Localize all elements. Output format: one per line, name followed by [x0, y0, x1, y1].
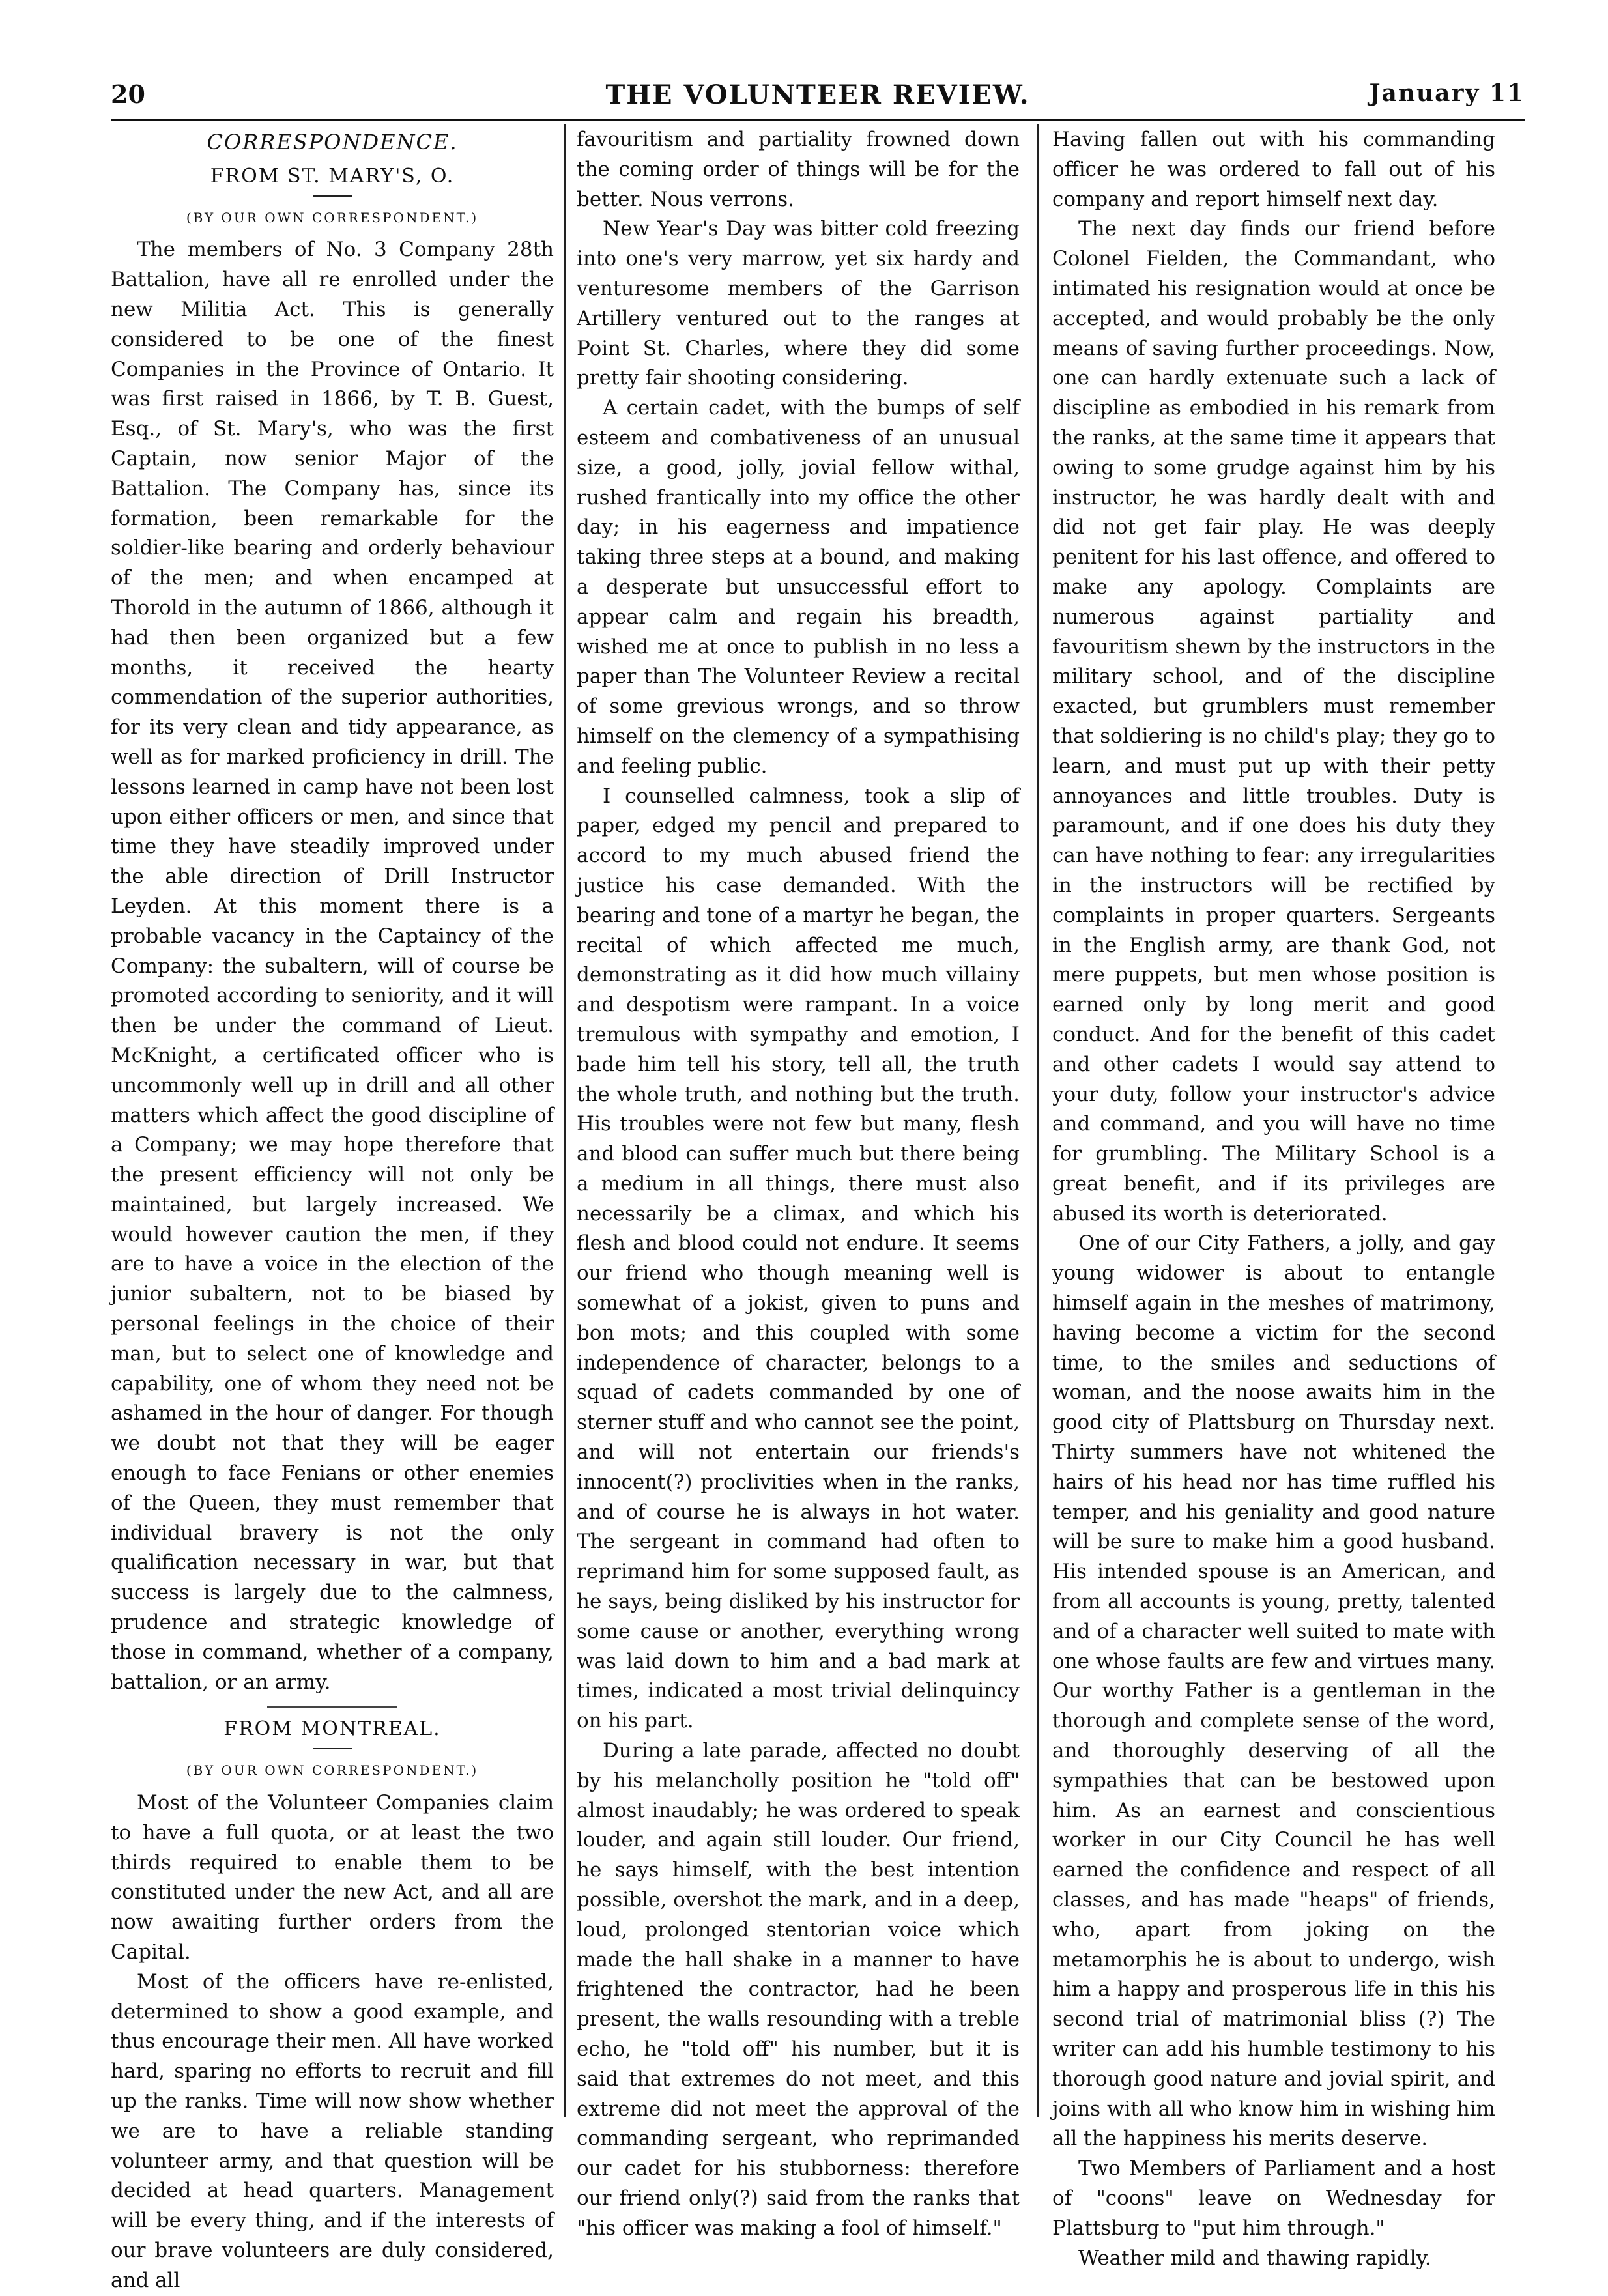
article-paragraph: One of our City Fathers, a jolly, and gay young widower is about to entangle himself again in the meshes of matrimony, having become a victim for the second time, to the smiles and seductions of woman, and the noose awaits him in the good city of Plattsburg on Thursday next. Thirty summers have not whitened the hairs of his head nor has time ruffled his temper, and his geniality and good nature will be sure to make him a good husband. His intended spouse is an American, and from all accounts is young, pretty, talented and of a character well suited to mate with one whose faults are few and virtues many. Our worthy Father is a gentleman in the thorough and complete sense of the word, and thoroughly deserving of all the sympathies that can be bestowed upon him. As an earnest and conscientious worker in our City Council he has well earned the confidence and respect of all classes, and has made "heaps" of friends, who, apart from joking on the metamorphis he is about to undergo, wish him a happy and prosperous life in this his second trial of matrimonial bliss (?) The writer can add his humble testimony to his thorough good nature and jovial spirit, and joins with all who know him in wishing him all the happiness his merits deserve.: [1052, 1231, 1495, 2151]
article-paragraph: Weather mild and thawing rapidly.: [1078, 2246, 1431, 2270]
article-paragraph: New Year's Day was bitter cold freezing into one's very marrow, yet six hardy and venturesome members of the Garrison Artillery ventured out to the ranges at Point St. Charles, where they did some pretty fair shooting considering.: [577, 217, 1020, 390]
column-divider: [564, 124, 566, 2117]
dateline: FROM ST. MARY'S, O.: [210, 164, 455, 188]
article-paragraph: A certain cadet, with the bumps of self esteem and combativeness of an unusual size, a good, jolly, jovial fellow withal, rushed frantically into my office the other day; in his eagerness and impatience taking three steps at a bound, and making a desperate but unsuccessful effort to appear calm and regain his breadth, wished me at once to publish in no less a paper than The Volunteer Review a recital of some grevious wrongs, and so throw himself on the clemency of a sympathising and feeling public.: [577, 396, 1020, 778]
article-paragraph: I counselled calmness, took a slip of paper, edged my pencil and prepared to accord to my much abused friend the justice his case demanded. With the bearing and tone of a martyr he began, the recital of which affected me much, demonstrating as it did how much villainy and despotism were rampant. In a voice tremulous with sympathy and emotion, I bade him tell his story, tell all, the truth the whole truth, and nothing but the truth. His troubles were not few but many, flesh and blood can suffer much but there being a medium in all things, there must also necessarily be a climax, and which his flesh and blood could not endure. It seems our friend who though meaning well is somewhat of a jokist, given to puns and bon mots; and this coupled with some independence of character, belongs to a squad of cadets commanded by one of sterner stuff and who cannot see the point, and will not entertain our friends's innocent(?) proclivities when in the ranks, and of course he is always in hot water. The sergeant in command had often to reprimand him for some supposed fault, as he says, being disliked by his instructor for some cause or another, everything wrong was laid down to him and a bad mark at times, indicated a most trivial delinquincy on his part.: [577, 784, 1020, 1733]
article-paragraph: The next day finds our friend before Colonel Fielden, the Commandant, who intimated his resignation would at once be accepted, and would probably be the only means of saving further proceedings. Now, one can hardly extenuate such a lack of discipline as embodied in his remark from the ranks, at the same time it appears that owing to some grudge against him by his instructor, he was hardly dealt with and did not get fair play. He was deeply penitent for his last offence, and offered to make any apology. Complaints are numerous against partiality and favouritism shewn by the instructors in the military school, and of the discipline exacted, but grumblers must remember that soldiering is no child's play; they go to learn, and must put up with their petty annoyances and little troubles. Duty is paramount, and if one does his duty they can have nothing to fear: any irregularities in the instructors will be rectified by complaints in proper quarters. Sergeants in the English army, are thank God, not mere puppets, but men whose position is earned only by long merit and good conduct. And for the benefit of this cadet and other cadets I would say attend to your duty, follow your instructor's advice and command, and you will have no time for grumbling. The Military School is a great benefit, and if its privileges are abused its worth is deteriorated.: [1052, 217, 1495, 1226]
article-paragraph: Most of the Volunteer Companies claim to have a full quota, or at least the two thirds required to enable them to be constituted under the new Act, and all are now awaiting further orders from the Capital.: [111, 1791, 554, 1964]
masthead: [111, 77, 1525, 116]
issue-date: January 11: [1369, 79, 1525, 107]
article-paragraph: Having fallen out with his commanding officer he was ordered to fall out of his company and report himself next day.: [1052, 128, 1495, 211]
column-1: [111, 125, 554, 2292]
divider: [313, 195, 352, 197]
publication-title: THE VOLUNTEER REVIEW.: [605, 79, 1030, 110]
dateline: FROM MONTREAL.: [223, 1717, 441, 1741]
article-paragraph: During a late parade, affected no doubt by his melancholly position he "told off" almost inaudably; he was ordered to speak louder, and again still louder. Our friend, he says himself, with the best intention possible, overshot the mark, and in a deep, loud, prolonged stentorian voice which made the hall shake in a manner to have frightened the contractor, had he been present, the walls resounding with a treble echo, he "told off" his number, but it is said that extremes do not meet, and this extreme did not meet the approval of the commanding sergeant, who reprimanded our cadet for his stubborness: therefore our friend only(?) said from the ranks that "his officer was making a fool of himself.": [577, 1739, 1020, 2240]
section-heading: CORRESPONDENCE.: [207, 130, 458, 154]
article-paragraph: Two Members of Parliament and a host of "coons" leave on Wednesday for Plattsburg to "put him through.": [1052, 2157, 1495, 2240]
column-2: [577, 125, 1020, 2240]
article-paragraph: Most of the officers have re-enlisted, determined to show a good example, and thus encourage their men. All have worked hard, sparing no efforts to recruit and fill up the ranks. Time will now show whether we are to have a reliable standing volunteer army, and that question will be decided at head quarters. Management will be every thing, and if the interests of our brave volunteers are duly considered, and all: [111, 1970, 554, 2292]
divider: [267, 1706, 397, 1708]
divider: [313, 1748, 352, 1749]
column-3: [1052, 125, 1495, 2270]
article-paragraph: favouritism and partiality frowned down the coming order of things will be for the better. Nous verrons.: [577, 128, 1020, 211]
page-number: 20: [111, 79, 145, 109]
byline: (BY OUR OWN CORRESPONDENT.): [186, 209, 479, 225]
header-rule: [111, 119, 1525, 121]
byline: (BY OUR OWN CORRESPONDENT.): [186, 1762, 479, 1779]
column-divider: [1037, 124, 1039, 2117]
article-paragraph: The members of No. 3 Company 28th Battalion, have all re enrolled under the new Militia Act. This is generally considered to be one of the finest Companies in the Province of Ontario. It was first raised in 1866, by T. B. Guest, Esq., of St. Mary's, who was the first Captain, now senior Major of the Battalion. The Company has, since its formation, been remarkable for the soldier-like bearing and orderly behaviour of the men; and when encamped at Thorold in the autumn of 1866, although it had then been organized but a few months, it received the hearty commendation of the superior authorities, for its very clean and tidy appearance, as well as for marked proficiency in drill. The lessons learned in camp have not been lost upon either officers or men, and since that time they have steadily improved under the able direction of Drill Instructor Leyden. At this moment there is a probable vacancy in the Captaincy of the Company: the subaltern, will of course be promoted according to seniority, and it will then be under the command of Lieut. McKnight, a certificated officer who is uncommonly well up in drill and all other matters which affect the good discipline of a Company; we may hope therefore that the present efficiency will not only be maintained, but largely increased. We would however caution the men, if they are to have a voice in the election of the junior subaltern, not to be biased by personal feelings in the choice of their man, but to select one of knowledge and capability, one of whom they need not be ashamed in the hour of danger. For though we doubt not that they will be eager enough to face Fenians or other enemies of the Queen, they must remember that individual bravery is not the only qualification necessary in war, but that success is largely due to the calmness, prudence and strategic knowledge of those in command, whether of a company, battalion, or an army.: [111, 238, 554, 1694]
